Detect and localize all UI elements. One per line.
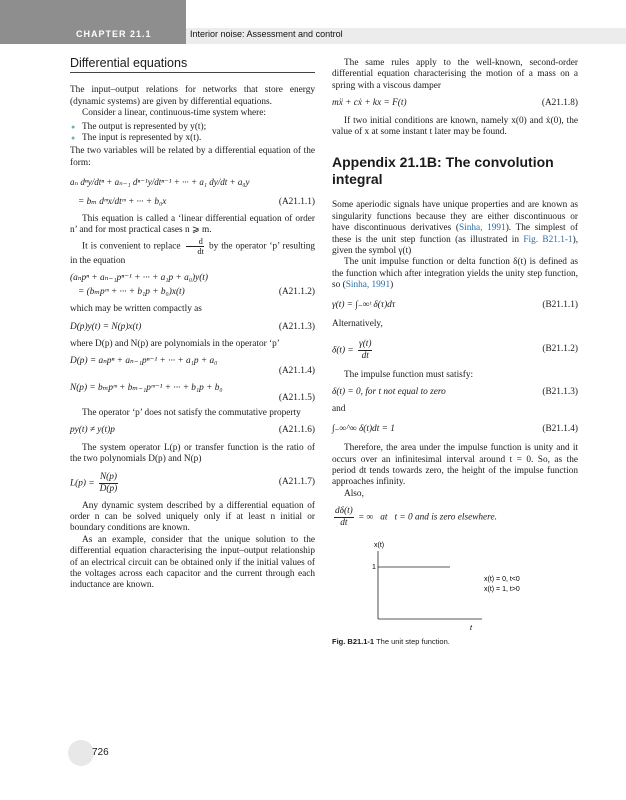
paragraph: The system operator L(p) or transfer function is the ratio of the two polynomials D(p) and N(p) bbox=[70, 442, 315, 465]
left-column bbox=[70, 58, 315, 592]
paragraph: Also, bbox=[344, 488, 364, 499]
paragraph: which may be written compactly as bbox=[70, 304, 202, 315]
equation-body bbox=[332, 339, 374, 362]
equation-body: = (bₘpᵐ + ··· + b₁p + b₀)x(t) bbox=[78, 286, 185, 297]
paragraph bbox=[332, 257, 578, 291]
y-axis-label: x(t) bbox=[374, 542, 385, 550]
appendix-heading: Appendix 21.1B: The convolution integral bbox=[332, 154, 554, 188]
paragraph: This equation is called a ‘linear differential equation of order n’ and for most practical cases n ⩾ m. bbox=[70, 214, 315, 236]
legend-line: x(t) = 0, t<0 bbox=[484, 576, 520, 584]
figure-caption bbox=[332, 636, 578, 647]
citation-link[interactable]: Sinha, 1991 bbox=[345, 280, 391, 291]
paragraph-text: ), given the symbol γ(t) bbox=[332, 234, 579, 257]
equation-number: (A21.1.1) bbox=[278, 196, 315, 207]
equation bbox=[70, 322, 315, 333]
paragraph-text: by the operator ‘p’ resulting in the equation bbox=[70, 241, 316, 266]
paragraph: The input–output relations for networks that store energy (dynamic systems) are given by differential equations. bbox=[70, 85, 315, 107]
bullet-list bbox=[70, 122, 315, 145]
page-number: 726 bbox=[92, 747, 109, 758]
equation bbox=[332, 387, 578, 398]
equation-number: (A21.1.5) bbox=[278, 392, 315, 403]
caption-number: Fig. B21.1-1 bbox=[332, 637, 375, 647]
paragraph: The impulse function must satisfy: bbox=[344, 369, 474, 380]
paragraph: The same rules apply to the well-known, second-order differential equation characterising the motion of a mass on a spring with a viscous damper bbox=[332, 58, 578, 91]
paragraph: The two variables will be related by a differential equation of the form: bbox=[70, 146, 315, 168]
equation-body: γ(t) = ∫₋∞ᵗ δ(τ)dτ bbox=[332, 299, 396, 310]
equation-number: (A21.1.6) bbox=[278, 425, 315, 436]
paragraph-text: The unit impulse function or delta function δ(t) is defined as the function which after integration yields the unity step function, so ( bbox=[332, 257, 578, 291]
equation-number: (B21.1.1) bbox=[542, 299, 578, 310]
paragraph: Any dynamic system described by a differential equation of order n can be solved uniquely only if at least n initial or boundary conditions are known. bbox=[70, 500, 315, 534]
right-column bbox=[332, 58, 578, 648]
equation bbox=[70, 177, 315, 188]
step-level-label: 1 bbox=[372, 564, 376, 572]
paragraph-text: ) bbox=[390, 280, 394, 291]
paragraph-text: Some aperiodic signals have unique properties and are known as singularity functions because they are either discontinuous or have discontinuous derivatives ( bbox=[332, 200, 578, 234]
running-header bbox=[0, 0, 626, 44]
fraction-denominator: dt bbox=[340, 518, 348, 529]
equation-number: (B21.1.2) bbox=[542, 344, 578, 355]
chapter-label: CHAPTER 21.1 bbox=[76, 29, 152, 39]
fraction-numerator: N(p) bbox=[99, 471, 117, 482]
equation-number: (A21.1.3) bbox=[278, 321, 315, 332]
page-number-tab bbox=[68, 740, 94, 766]
d-dt-fraction: $\frac{d}{dt}$ bbox=[185, 237, 204, 256]
paragraph: As an example, consider that the unique solution to the differential equation characterising the input–output relationship of an electrical circuit can be obtained only if the initial values of the voltages across each capacitor and the current through each inductance are known. bbox=[70, 534, 315, 591]
equation-body: = bₘ dᵐx/dtᵐ + ··· + b₀x bbox=[78, 196, 167, 207]
equation bbox=[70, 197, 315, 208]
unit-step-figure bbox=[332, 537, 578, 632]
fraction-denominator: dt bbox=[361, 350, 369, 361]
equation-body: (aₙpⁿ + aₙ₋₁pⁿ⁻¹ + ··· + a₁p + a₀)y(t) bbox=[70, 273, 208, 284]
paragraph-text: ). The simplest of these is the unit step function (as illustrated in bbox=[332, 223, 578, 245]
legend-line: x(t) = 1, t>0 bbox=[484, 586, 520, 594]
equation-body: mẍ + cẋ + kx = F(t) bbox=[332, 98, 407, 109]
paragraph bbox=[70, 237, 315, 267]
equation bbox=[70, 273, 315, 284]
derivative-fraction bbox=[334, 506, 354, 529]
paragraph: where D(p) and N(p) are polynomials in the operator ‘p’ bbox=[70, 338, 280, 349]
equation-body: D(p)y(t) = N(p)x(t) bbox=[70, 321, 142, 332]
list-item: ● The input is represented by x(t). bbox=[70, 133, 315, 144]
equation bbox=[70, 425, 315, 436]
running-title: Interior noise: Assessment and control bbox=[190, 29, 343, 39]
equation bbox=[70, 287, 315, 298]
fraction-numerator: dδ(t) bbox=[335, 506, 353, 517]
t-axis-label: t bbox=[470, 625, 472, 633]
paragraph-text: It is convenient to replace bbox=[82, 241, 181, 252]
equation-body: D(p) = aₙpⁿ + aₙ₋₁pⁿ⁻¹ + ··· + a₁p + a₀ bbox=[70, 356, 218, 367]
paragraph bbox=[332, 200, 578, 257]
unit-step-plot bbox=[332, 537, 578, 632]
fraction-denominator: D(p) bbox=[99, 483, 118, 494]
equation bbox=[332, 424, 578, 435]
equation-number: (B21.1.4) bbox=[542, 423, 578, 434]
equation-lhs: L(p) = bbox=[70, 478, 95, 489]
equation-number: (A21.1.2) bbox=[278, 286, 315, 297]
equation bbox=[332, 506, 578, 529]
equation-body bbox=[70, 472, 120, 495]
fraction-numerator: γ(t) bbox=[359, 338, 372, 349]
equation-number: (B21.1.3) bbox=[542, 386, 578, 397]
paragraph: Consider a linear, continuous-time system where: bbox=[82, 108, 266, 119]
equation-body: δ(t) = 0, for t not equal to zero bbox=[332, 386, 446, 397]
equation-number: (A21.1.8) bbox=[541, 98, 578, 109]
paragraph: and bbox=[332, 404, 346, 415]
equation-number: (A21.1.4) bbox=[278, 365, 315, 376]
equation-body: ∫₋∞^∞ δ(t)dt = 1 bbox=[332, 423, 395, 434]
paragraph: The operator ‘p’ does not satisfy the commutative property bbox=[82, 407, 301, 418]
equation-body: N(p) = bₘpᵐ + bₘ₋₁pᵐ⁻¹ + ··· + b₁p + b₀ bbox=[70, 383, 223, 394]
figure-link[interactable]: Fig. B21.1-1 bbox=[523, 234, 573, 245]
equation-lhs: δ(t) = bbox=[332, 345, 354, 356]
paragraph: Alternatively, bbox=[332, 319, 383, 330]
paragraph: If two initial conditions are known, namely x(0) and ẋ(0), the value of x at some instant t later may be found. bbox=[332, 115, 578, 138]
equation-number: (A21.1.7) bbox=[278, 477, 315, 488]
list-item: ● The output is represented by y(t); bbox=[70, 122, 315, 133]
equation bbox=[70, 472, 315, 495]
caption-text: The unit step function. bbox=[376, 637, 450, 647]
paragraph: Therefore, the area under the impulse function is unity and it occurs over an infinitesimal interval around t = 0. So, as the period dt tends towards zero, the height of the impulse function approaches infinity. bbox=[332, 443, 578, 488]
equation bbox=[332, 300, 578, 311]
derivative-fraction bbox=[358, 339, 372, 362]
equation-body: aₙ dⁿy/dtⁿ + aₙ₋₁ dⁿ⁻¹y/dtⁿ⁻¹ + ··· + a₁ dy/dt + a₀y bbox=[70, 177, 250, 188]
equation-body: py(t) ≠ y(t)p bbox=[70, 425, 115, 436]
equation bbox=[332, 339, 578, 362]
citation-link[interactable]: Sinha, 1991 bbox=[458, 223, 506, 234]
equation bbox=[332, 98, 578, 109]
equation-body bbox=[332, 506, 497, 529]
equation-rest: = ∞ at t = 0 and is zero elsewhere. bbox=[358, 512, 497, 523]
transfer-fraction bbox=[99, 472, 118, 495]
section-heading: Differential equations bbox=[70, 58, 315, 73]
